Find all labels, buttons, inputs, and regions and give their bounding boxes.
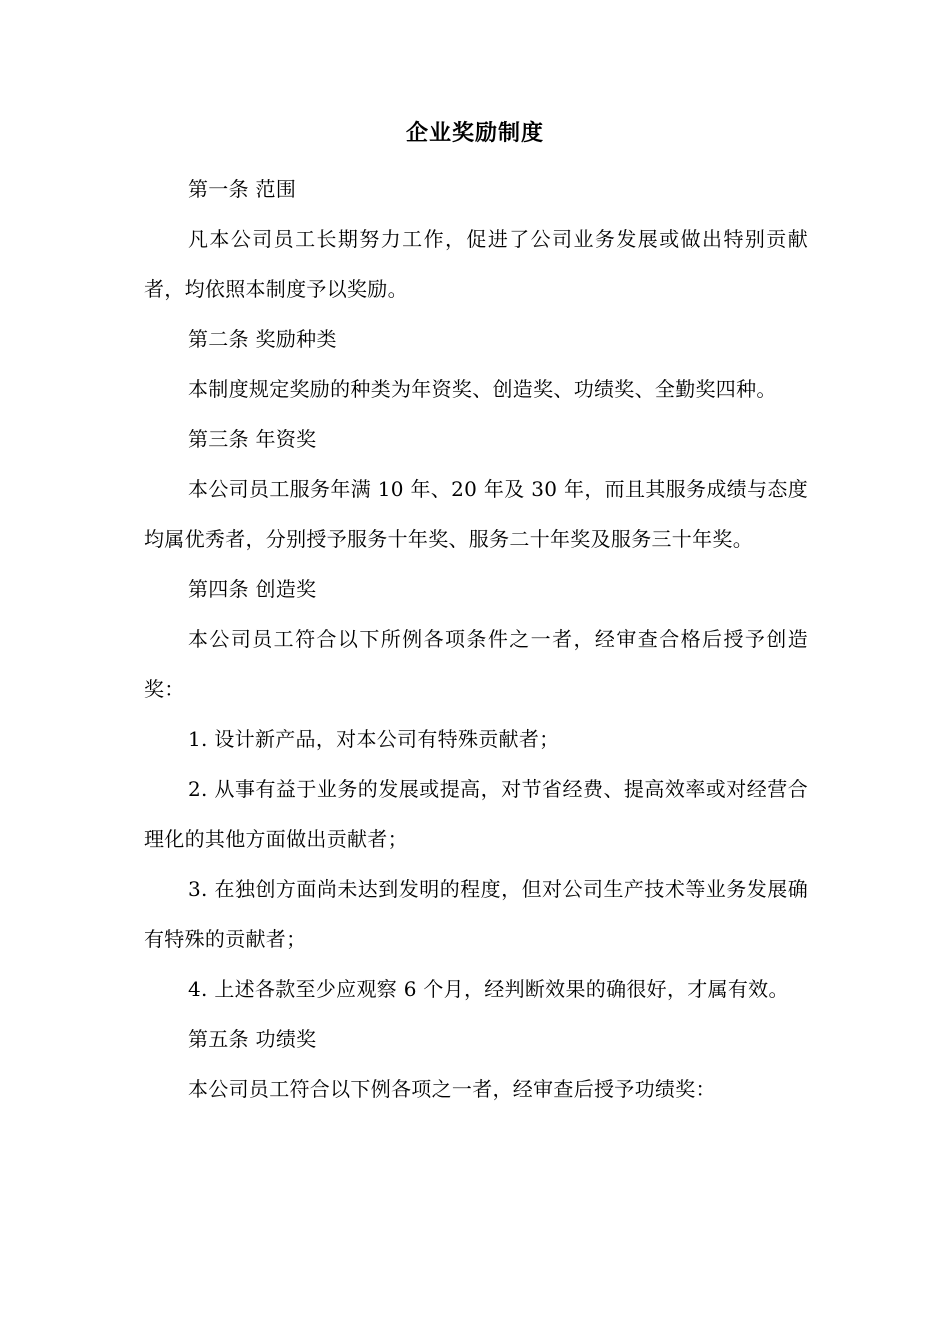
article-3-heading: 第三条 年资奖 <box>188 427 317 451</box>
article-2-text: 本制度规定奖励的种类为年资奖、创造奖、功绩奖、全勤奖四种。 <box>188 377 777 401</box>
document-title: 企业奖励制度 <box>405 121 544 146</box>
article-4-text: 本公司员工符合以下所例各项条件之一者，经审查合格后授予创造奖： <box>144 627 808 701</box>
article-4-item-2: 2. 从事有益于业务的发展或提高，对节省经费、提高效率或对经营合理化的其他方面做出贡献者； <box>144 777 808 851</box>
article-5-text: 本公司员工符合以下例各项之一者，经审查后授予功绩奖： <box>188 1077 716 1101</box>
article-1-text: 凡本公司员工长期努力工作，促进了公司业务发展或做出特别贡献者，均依照本制度予以奖励。 <box>144 227 808 301</box>
document-body <box>144 164 808 1114</box>
article-4-item-3: 3. 在独创方面尚未达到发明的程度，但对公司生产技术等业务发展确有特殊的贡献者； <box>144 877 808 951</box>
article-4-item-1: 1. 设计新产品，对本公司有特殊贡献者； <box>188 727 560 751</box>
article-4-heading: 第四条 创造奖 <box>188 577 317 601</box>
article-4-item-4: 4. 上述各款至少应观察 6 个月，经判断效果的确很好，才属有效。 <box>188 977 789 1001</box>
article-3-text: 本公司员工服务年满 10 年、20 年及 30 年，而且其服务成绩与态度均属优秀者，分别授予服务十年奖、服务二十年奖及服务三十年奖。 <box>144 477 808 551</box>
article-1-heading: 第一条 范围 <box>188 177 297 201</box>
article-5-heading: 第五条 功绩奖 <box>188 1027 317 1051</box>
article-2-heading: 第二条 奖励种类 <box>188 327 337 351</box>
